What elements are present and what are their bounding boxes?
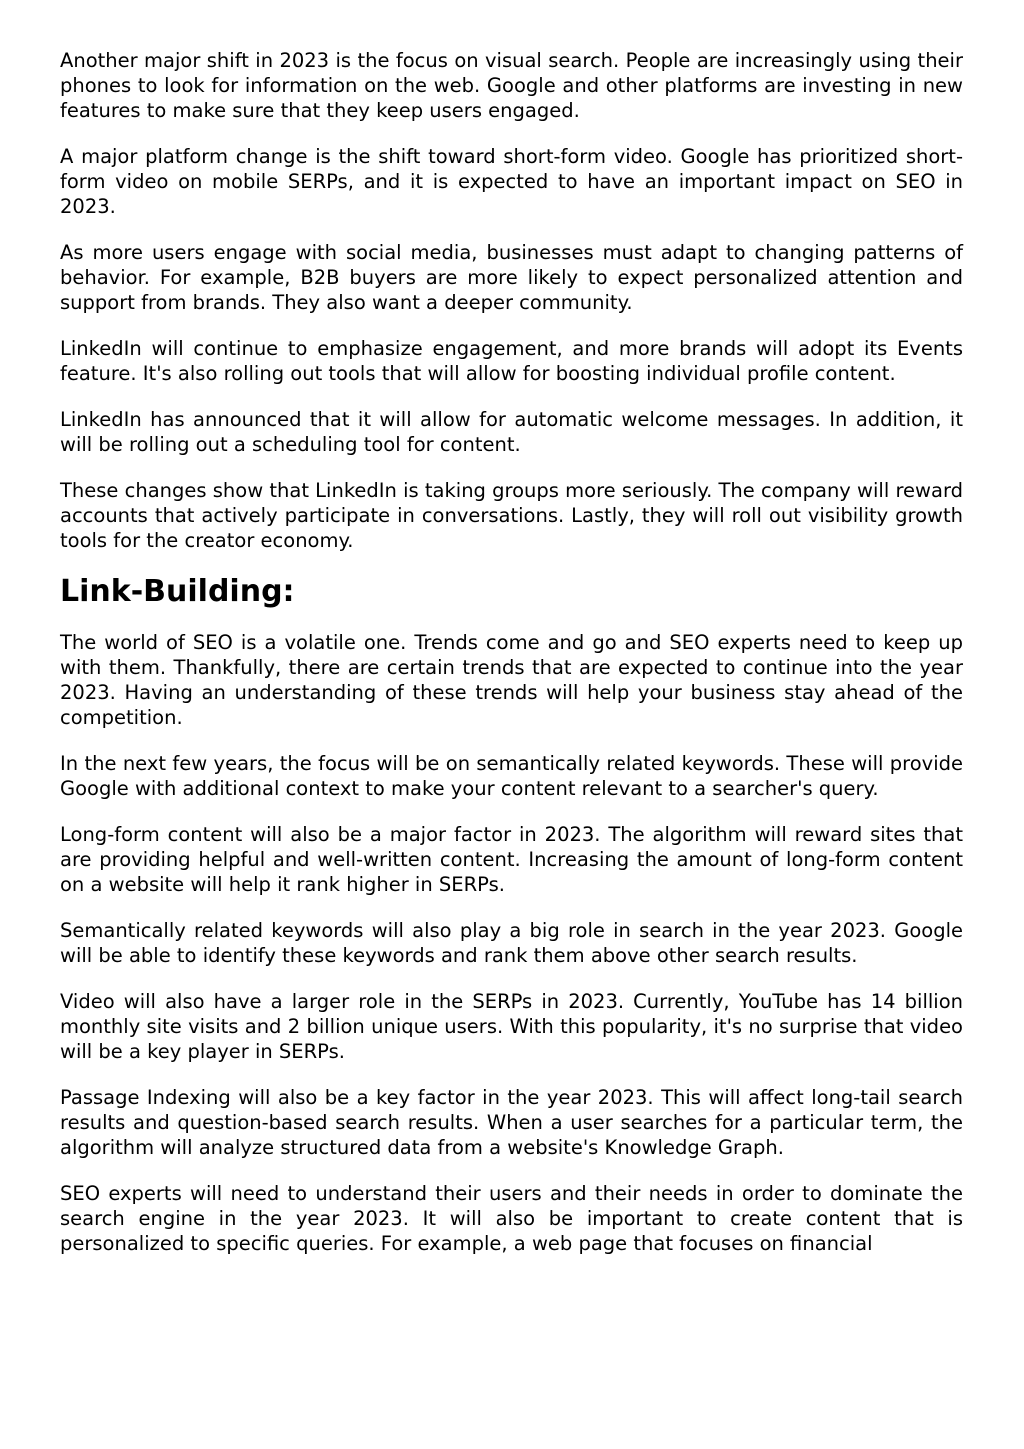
- document-page: [60, 48, 963, 1277]
- paragraph-visual-search: Another major shift in 2023 is the focus on visual search. People are increasingly using their phones to look for information on the web. Google and other platforms are investing in new features to make sure that they keep users engaged.: [60, 49, 963, 122]
- paragraph-social-media: As more users engage with social media, businesses must adapt to changing patterns of behavior. For example, B2B buyers are more likely to expect personalized attention and support from brands. They also want a deeper community.: [60, 241, 963, 314]
- section-heading-link-building: Link-Building:: [60, 574, 295, 609]
- paragraph-long-form-content: Long-form content will also be a major factor in 2023. The algorithm will reward sites that are providing helpful and well-written content. Increasing the amount of long-form content on a website will help it rank higher in SERPs.: [60, 823, 963, 896]
- paragraph-seo-experts: SEO experts will need to understand their users and their needs in order to dominate the search engine in the year 2023. It will also be important to create content that is personalized to specific queries. For example, a web page that focuses on financial: [60, 1182, 963, 1255]
- paragraph-passage-indexing: Passage Indexing will also be a key factor in the year 2023. This will affect long-tail search results and question-based search results. When a user searches for a particular term, the algorithm will analyze structured data from a website's Knowledge Graph.: [60, 1086, 963, 1159]
- paragraph-linkedin-engagement: LinkedIn will continue to emphasize engagement, and more brands will adopt its Events feature. It's also rolling out tools that will allow for boosting individual profile content.: [60, 337, 963, 385]
- paragraph-short-form-video: A major platform change is the shift toward short-form video. Google has prioritized short-form video on mobile SERPs, and it is expected to have an important impact on SEO in 2023.: [60, 145, 963, 218]
- paragraph-semantic-keywords: In the next few years, the focus will be on semantically related keywords. These will provide Google with additional context to make your content relevant to a searcher's query.: [60, 752, 963, 800]
- paragraph-seo-volatile: The world of SEO is a volatile one. Trends come and go and SEO experts need to keep up with them. Thankfully, there are certain trends that are expected to continue into the year 2023. Having an understanding of these trends will help your business stay ahead of the competition.: [60, 631, 963, 729]
- paragraph-video-serps: Video will also have a larger role in the SERPs in 2023. Currently, YouTube has 14 billion monthly site visits and 2 billion unique users. With this popularity, it's no surprise that video will be a key player in SERPs.: [60, 990, 963, 1063]
- paragraph-semantic-ranking: Semantically related keywords will also play a big role in search in the year 2023. Google will be able to identify these keywords and rank them above other search results.: [60, 919, 963, 967]
- paragraph-linkedin-messages: LinkedIn has announced that it will allow for automatic welcome messages. In addition, it will be rolling out a scheduling tool for content.: [60, 408, 963, 456]
- paragraph-linkedin-groups: These changes show that LinkedIn is taking groups more seriously. The company will reward accounts that actively participate in conversations. Lastly, they will roll out visibility growth tools for the creator economy.: [60, 479, 963, 552]
